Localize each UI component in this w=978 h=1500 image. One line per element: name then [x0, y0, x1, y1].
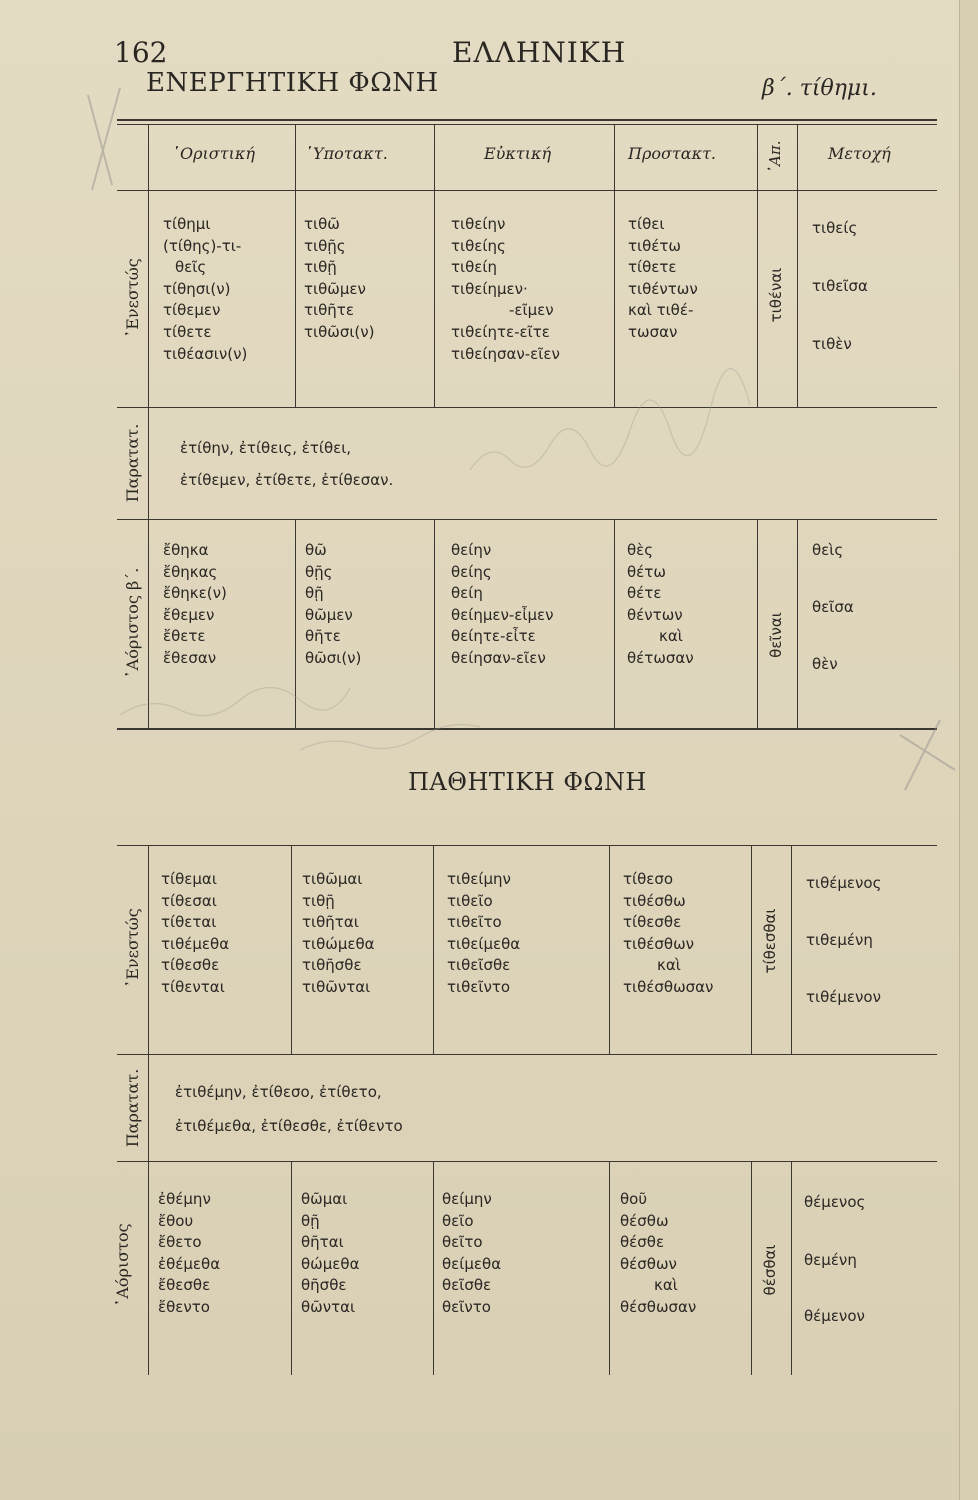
active-present-infinitive: τιθέναι: [767, 267, 785, 323]
form: θείητε-εἶτε: [451, 627, 536, 646]
form: τίθει: [628, 215, 665, 233]
active-aorist-infinitive: θεῖναι: [767, 612, 785, 658]
participle-form: θέμενος: [804, 1193, 866, 1211]
col-header-optative: Εὐκτική: [484, 144, 552, 163]
pencil-mark: [88, 95, 112, 185]
form: θῆται: [301, 1233, 344, 1252]
participle-form: τιθὲν: [812, 335, 852, 353]
form: θείμεθα: [442, 1254, 502, 1273]
pencil-scribble: [470, 369, 750, 470]
form: καὶ: [659, 627, 683, 646]
form-line: ἐτίθην, ἐτίθεις, ἐτίθει,: [180, 439, 352, 457]
form: τίθεμεν: [163, 301, 221, 320]
form: τίθεσθε: [161, 956, 220, 975]
participle-form: θεῖσα: [812, 598, 854, 616]
participle-form: τιθεῖσα: [812, 277, 868, 295]
form: θείημεν-εἶμεν: [451, 605, 554, 624]
form: τιθείμεθα: [447, 934, 521, 953]
col-header-indicative: ῾Οριστική: [172, 144, 255, 163]
form: θῶ: [305, 541, 327, 559]
form: θῶσι(ν): [305, 648, 362, 667]
form: τιθείην: [451, 215, 506, 233]
tense-label-passive-present: ᾿Ενεστώς: [123, 908, 142, 988]
form: θεῖτο: [442, 1233, 483, 1252]
participle-form: θεμένη: [804, 1251, 857, 1269]
col-header-subjunctive: ῾Υποτακτ.: [305, 144, 388, 163]
form: τίθετε: [628, 258, 677, 277]
form: θώμεθα: [301, 1254, 360, 1273]
pencil-scribble: [120, 688, 350, 716]
form: τιθείημεν·: [451, 279, 528, 298]
form: τιθείησαν-εῖεν: [451, 344, 560, 363]
form: τιθέσθων: [623, 934, 695, 953]
form: ἐθέμεθα: [158, 1254, 221, 1273]
section-title: ΕΝΕΡΓΗΤΙΚΗ ΦΩΝΗ: [146, 68, 439, 98]
form: θὲς: [627, 541, 654, 559]
tense-label-aorist: ᾿Αόριστος β΄.: [123, 567, 142, 679]
page-edge: [959, 0, 978, 1500]
form: τιθῶνται: [302, 977, 371, 996]
form: θῶμαι: [301, 1190, 348, 1208]
form: τιθῶ: [304, 215, 340, 233]
form: θῆσθε: [301, 1276, 347, 1295]
form: θῇ: [301, 1211, 320, 1230]
pencil-mark: [905, 720, 940, 790]
participle-form: θὲν: [812, 655, 838, 673]
form: ἔθου: [158, 1211, 194, 1230]
form-line: ἐτίθεμεν, ἐτίθετε, ἐτίθεσαν.: [180, 471, 394, 489]
form: τιθείητε-εῖτε: [451, 322, 550, 341]
form: ἔθηκας: [163, 562, 218, 581]
form: τωσαν: [628, 322, 678, 341]
form: θῇς: [305, 562, 333, 581]
form: τιθέμεθα: [161, 934, 230, 953]
form: θῇ: [305, 584, 324, 603]
form: τιθεῖο: [447, 891, 493, 910]
form: ἔθεσθε: [158, 1276, 211, 1295]
form: τίθησι(ν): [163, 279, 231, 298]
form: τίθεμαι: [161, 870, 217, 888]
form: θέσθω: [620, 1211, 669, 1230]
form: θῆτε: [305, 627, 341, 646]
form: τιθέτω: [628, 236, 681, 255]
running-title: ΕΛΛΗΝΙΚΗ: [452, 36, 627, 69]
form-line: ἐτιθέμεθα, ἐτίθεσθε, ἐτίθεντο: [175, 1117, 403, 1135]
form: ἔθηκε(ν): [163, 584, 227, 603]
form: θείμην: [442, 1190, 492, 1208]
participle-form: τιθεμένη: [806, 931, 873, 949]
form: θοῦ: [620, 1190, 648, 1208]
participle-form: τιθείς: [812, 219, 858, 237]
form: τιθέασιν(ν): [163, 344, 248, 363]
form: θέντων: [627, 605, 683, 624]
form: τιθῇ: [302, 891, 335, 910]
form: θείην: [451, 541, 492, 559]
form: καὶ: [657, 956, 681, 975]
form: θεῖς: [175, 258, 207, 277]
form: ἔθεντο: [158, 1297, 210, 1316]
form: τιθώμεθα: [302, 934, 375, 953]
form: θέτω: [627, 562, 666, 581]
form: τιθέσθω: [623, 891, 686, 910]
verb-label: β΄. τίθημι.: [762, 76, 877, 101]
form: τιθῶσι(ν): [304, 322, 375, 341]
col-header-participle: Μετοχή: [828, 144, 891, 163]
form: ἔθεμεν: [163, 605, 215, 624]
form: θέσθε: [620, 1233, 665, 1252]
form: τιθῆσθε: [302, 956, 362, 975]
form: θείης: [451, 562, 492, 581]
form: ἐθέμην: [158, 1190, 211, 1208]
form: τιθείης: [451, 236, 506, 255]
form: τιθῶμαι: [302, 870, 363, 888]
passive-aorist-infinitive: θέσθαι: [761, 1244, 779, 1296]
form: θῶνται: [301, 1297, 356, 1316]
col-header-imperative: Προστακτ.: [628, 144, 716, 163]
form: τιθῆται: [302, 913, 359, 932]
form: θέτωσαν: [627, 648, 694, 667]
participle-form: τιθέμενον: [806, 988, 881, 1006]
form: τίθετε: [163, 322, 212, 341]
participle-form: τιθέμενος: [806, 874, 882, 892]
form: θέτε: [627, 584, 662, 603]
form: ἔθετε: [163, 627, 206, 646]
form: -εῖμεν: [509, 301, 554, 320]
form: θείη: [451, 584, 483, 603]
form: ἔθηκα: [163, 541, 209, 559]
passive-present-infinitive: τίθεσθαι: [761, 908, 779, 974]
tense-label-present: ᾿Ενεστώς: [123, 258, 142, 338]
form: τίθεσαι: [161, 891, 217, 910]
form: θῶμεν: [305, 605, 353, 624]
form: τιθεῖτο: [447, 913, 502, 932]
form: τιθεῖσθε: [447, 956, 511, 975]
form: καὶ: [654, 1276, 678, 1295]
page-number: 162: [114, 36, 168, 69]
form: τιθῆτε: [304, 301, 354, 320]
passive-voice-title: ΠΑΘΗΤΙΚΗ ΦΩΝΗ: [408, 768, 647, 796]
form: τίθεσο: [623, 870, 674, 888]
pencil-mark: [900, 735, 955, 770]
tense-label-passive-imperfect: Παρατατ.: [123, 1068, 142, 1148]
form: καὶ τιθέ-: [628, 301, 694, 320]
tense-label-passive-aorist: ᾿Αόριστος: [113, 1223, 132, 1307]
form: τιθεῖντο: [447, 977, 511, 996]
pencil-scribble: [300, 725, 480, 750]
form: θεῖο: [442, 1211, 474, 1230]
form: ἔθεσαν: [163, 648, 217, 667]
form: τιθείμην: [447, 870, 511, 888]
form: τιθῶμεν: [304, 279, 366, 298]
form: τιθῇς: [304, 236, 346, 255]
form: θέσθωσαν: [620, 1297, 697, 1316]
participle-form: θέμενον: [804, 1307, 865, 1325]
form: τίθενται: [161, 977, 225, 996]
form: θεῖντο: [442, 1297, 491, 1316]
form: τίθεται: [161, 913, 217, 932]
pencil-mark: [92, 88, 120, 190]
participle-form: θεὶς: [812, 541, 844, 559]
form-line: ἐτιθέμην, ἐτίθεσο, ἐτίθετο,: [175, 1083, 382, 1101]
form: τιθείη: [451, 258, 497, 277]
form: θέσθων: [620, 1254, 677, 1273]
form: τίθεσθε: [623, 913, 682, 932]
form: θείησαν-εῖεν: [451, 648, 546, 667]
form: τίθημι: [163, 215, 211, 233]
form: τιθῇ: [304, 258, 337, 277]
form: ἔθετο: [158, 1233, 202, 1252]
tense-label-imperfect: Παρατατ.: [123, 423, 142, 503]
form: θεῖσθε: [442, 1276, 492, 1295]
form: (τίθης)-τι-: [163, 236, 242, 255]
col-header-infinitive: ᾿Απ.: [766, 140, 784, 174]
form: τιθέσθωσαν: [623, 977, 714, 996]
form: τιθέντων: [628, 279, 698, 298]
